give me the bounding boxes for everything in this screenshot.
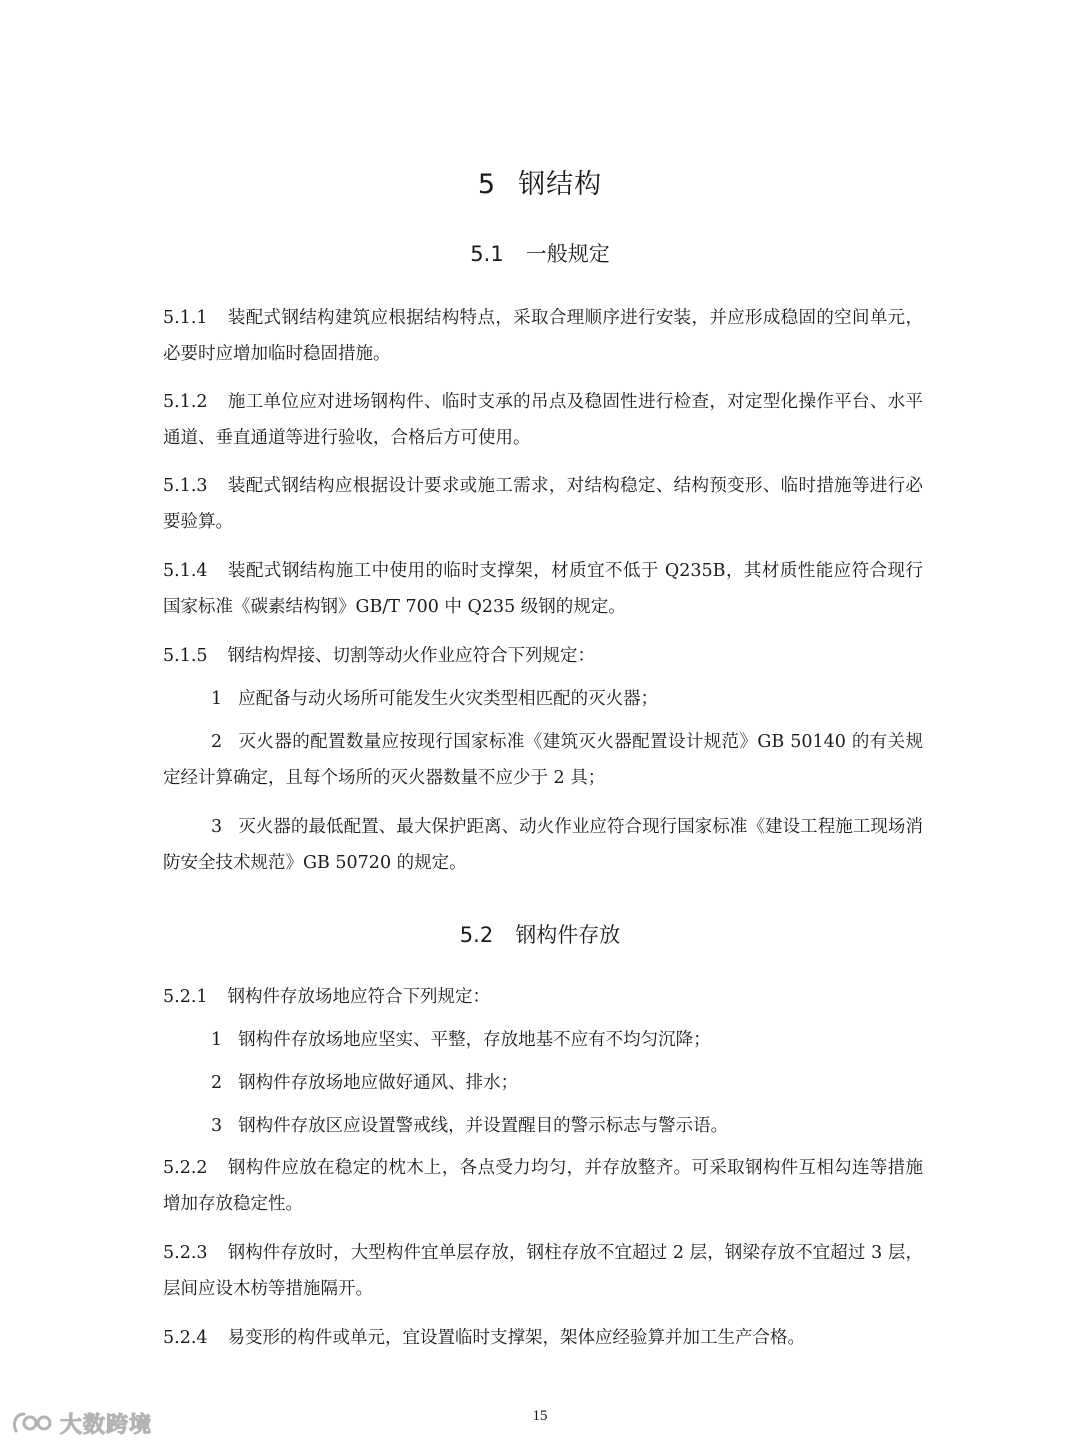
clause-number: 5.1.1 (163, 308, 208, 328)
clause-number: 5.1.5 (163, 646, 208, 666)
brand-logo-icon (10, 1409, 54, 1437)
item-number: 3 (211, 1116, 223, 1136)
item-number: 3 (211, 817, 223, 837)
clause-5-2-1-item-1 (163, 1022, 923, 1058)
clause-5-2-1-item-3 (163, 1108, 923, 1144)
clause-text: 施工单位应对进场钢构件、临时支承的吊点及稳固性进行检查，对定型化操作平台、水平通道、垂直通道等进行验收，合格后方可使用。 (163, 392, 923, 448)
clause-text: 易变形的构件或单元，宜设置临时支撑架，架体应经验算并加工生产合格。 (227, 1328, 806, 1348)
item-text: 钢构件存放场地应坚实、平整，存放地基不应有不均匀沉降； (238, 1030, 711, 1050)
item-number: 1 (211, 1030, 223, 1050)
clause-5-2-3 (163, 1235, 923, 1307)
clause-5-1-5-item-2 (163, 724, 923, 796)
chapter-number: 5 (477, 169, 497, 200)
clause-5-2-4 (163, 1320, 923, 1356)
section-title-text: 钢构件存放 (515, 923, 621, 947)
section-number: 5.2 (459, 923, 494, 947)
clause-text: 钢构件应放在稳定的枕木上，各点受力均匀，并存放整齐。可采取钢构件互相勾连等措施增加存放稳定性。 (163, 1158, 923, 1214)
clause-number: 5.2.3 (163, 1243, 208, 1263)
clause-5-2-2 (163, 1150, 923, 1222)
item-number: 2 (211, 732, 223, 752)
item-text: 应配备与动火场所可能发生火灾类型相匹配的灭火器； (238, 689, 659, 709)
clause-5-1-1 (163, 300, 923, 372)
item-number: 1 (211, 689, 223, 709)
section-title-text: 一般规定 (525, 242, 610, 266)
clause-5-1-2 (163, 384, 923, 456)
clause-5-1-3 (163, 468, 923, 540)
section-title-5-1 (0, 238, 1080, 268)
chapter-title (0, 162, 1080, 201)
item-text: 灭火器的配置数量应按现行国家标准《建筑灭火器配置设计规范》GB 50140 的有关规定经计算确定，且每个场所的灭火器数量不应少于 2 具； (163, 732, 923, 788)
clause-number: 5.2.4 (163, 1328, 208, 1348)
clause-5-1-5-item-3 (163, 809, 923, 881)
clause-5-1-5 (163, 638, 923, 674)
clause-number: 5.2.2 (163, 1158, 208, 1178)
clause-5-2-1 (163, 979, 923, 1015)
section-number: 5.1 (470, 242, 504, 266)
chapter-title-text: 钢结构 (518, 169, 603, 200)
watermark (10, 1406, 152, 1440)
item-number: 2 (211, 1073, 223, 1093)
section-title-5-2 (0, 919, 1080, 949)
clause-number: 5.2.1 (163, 987, 208, 1007)
clause-text: 钢结构焊接、切割等动火作业应符合下列规定： (227, 646, 596, 666)
clause-5-1-4 (163, 553, 923, 625)
item-text: 灭火器的最低配置、最大保护距离、动火作业应符合现行国家标准《建设工程施工现场消防安全技术规范》GB 50720 的规定。 (163, 817, 923, 873)
clause-text: 钢构件存放时，大型构件宜单层存放，钢柱存放不宜超过 2 层，钢梁存放不宜超过 3 层，层间应设木枋等措施隔开。 (163, 1243, 923, 1299)
item-text: 钢构件存放区应设置警戒线，并设置醒目的警示标志与警示语。 (238, 1116, 729, 1136)
page-number: 15 (532, 1408, 548, 1424)
watermark-text: 大数跨境 (60, 1412, 153, 1438)
clause-number: 5.1.3 (163, 476, 208, 496)
clause-text: 装配式钢结构应根据设计要求或施工需求，对结构稳定、结构预变形、临时措施等进行必要验算。 (163, 476, 923, 532)
clause-number: 5.1.2 (163, 392, 208, 412)
clause-number: 5.1.4 (163, 561, 208, 581)
clause-5-1-5-item-1 (163, 681, 923, 717)
clause-text: 装配式钢结构建筑应根据结构特点，采取合理顺序进行安装，并应形成稳固的空间单元，必要时应增加临时稳固措施。 (163, 308, 923, 364)
clause-text: 装配式钢结构施工中使用的临时支撑架，材质宜不低于 Q235B，其材质性能应符合现行国家标准《碳素结构钢》GB/T 700 中 Q235 级钢的规定。 (163, 561, 923, 617)
item-text: 钢构件存放场地应做好通风、排水； (238, 1073, 519, 1093)
clause-text: 钢构件存放场地应符合下列规定： (227, 987, 491, 1007)
clause-5-2-1-item-2 (163, 1065, 923, 1101)
